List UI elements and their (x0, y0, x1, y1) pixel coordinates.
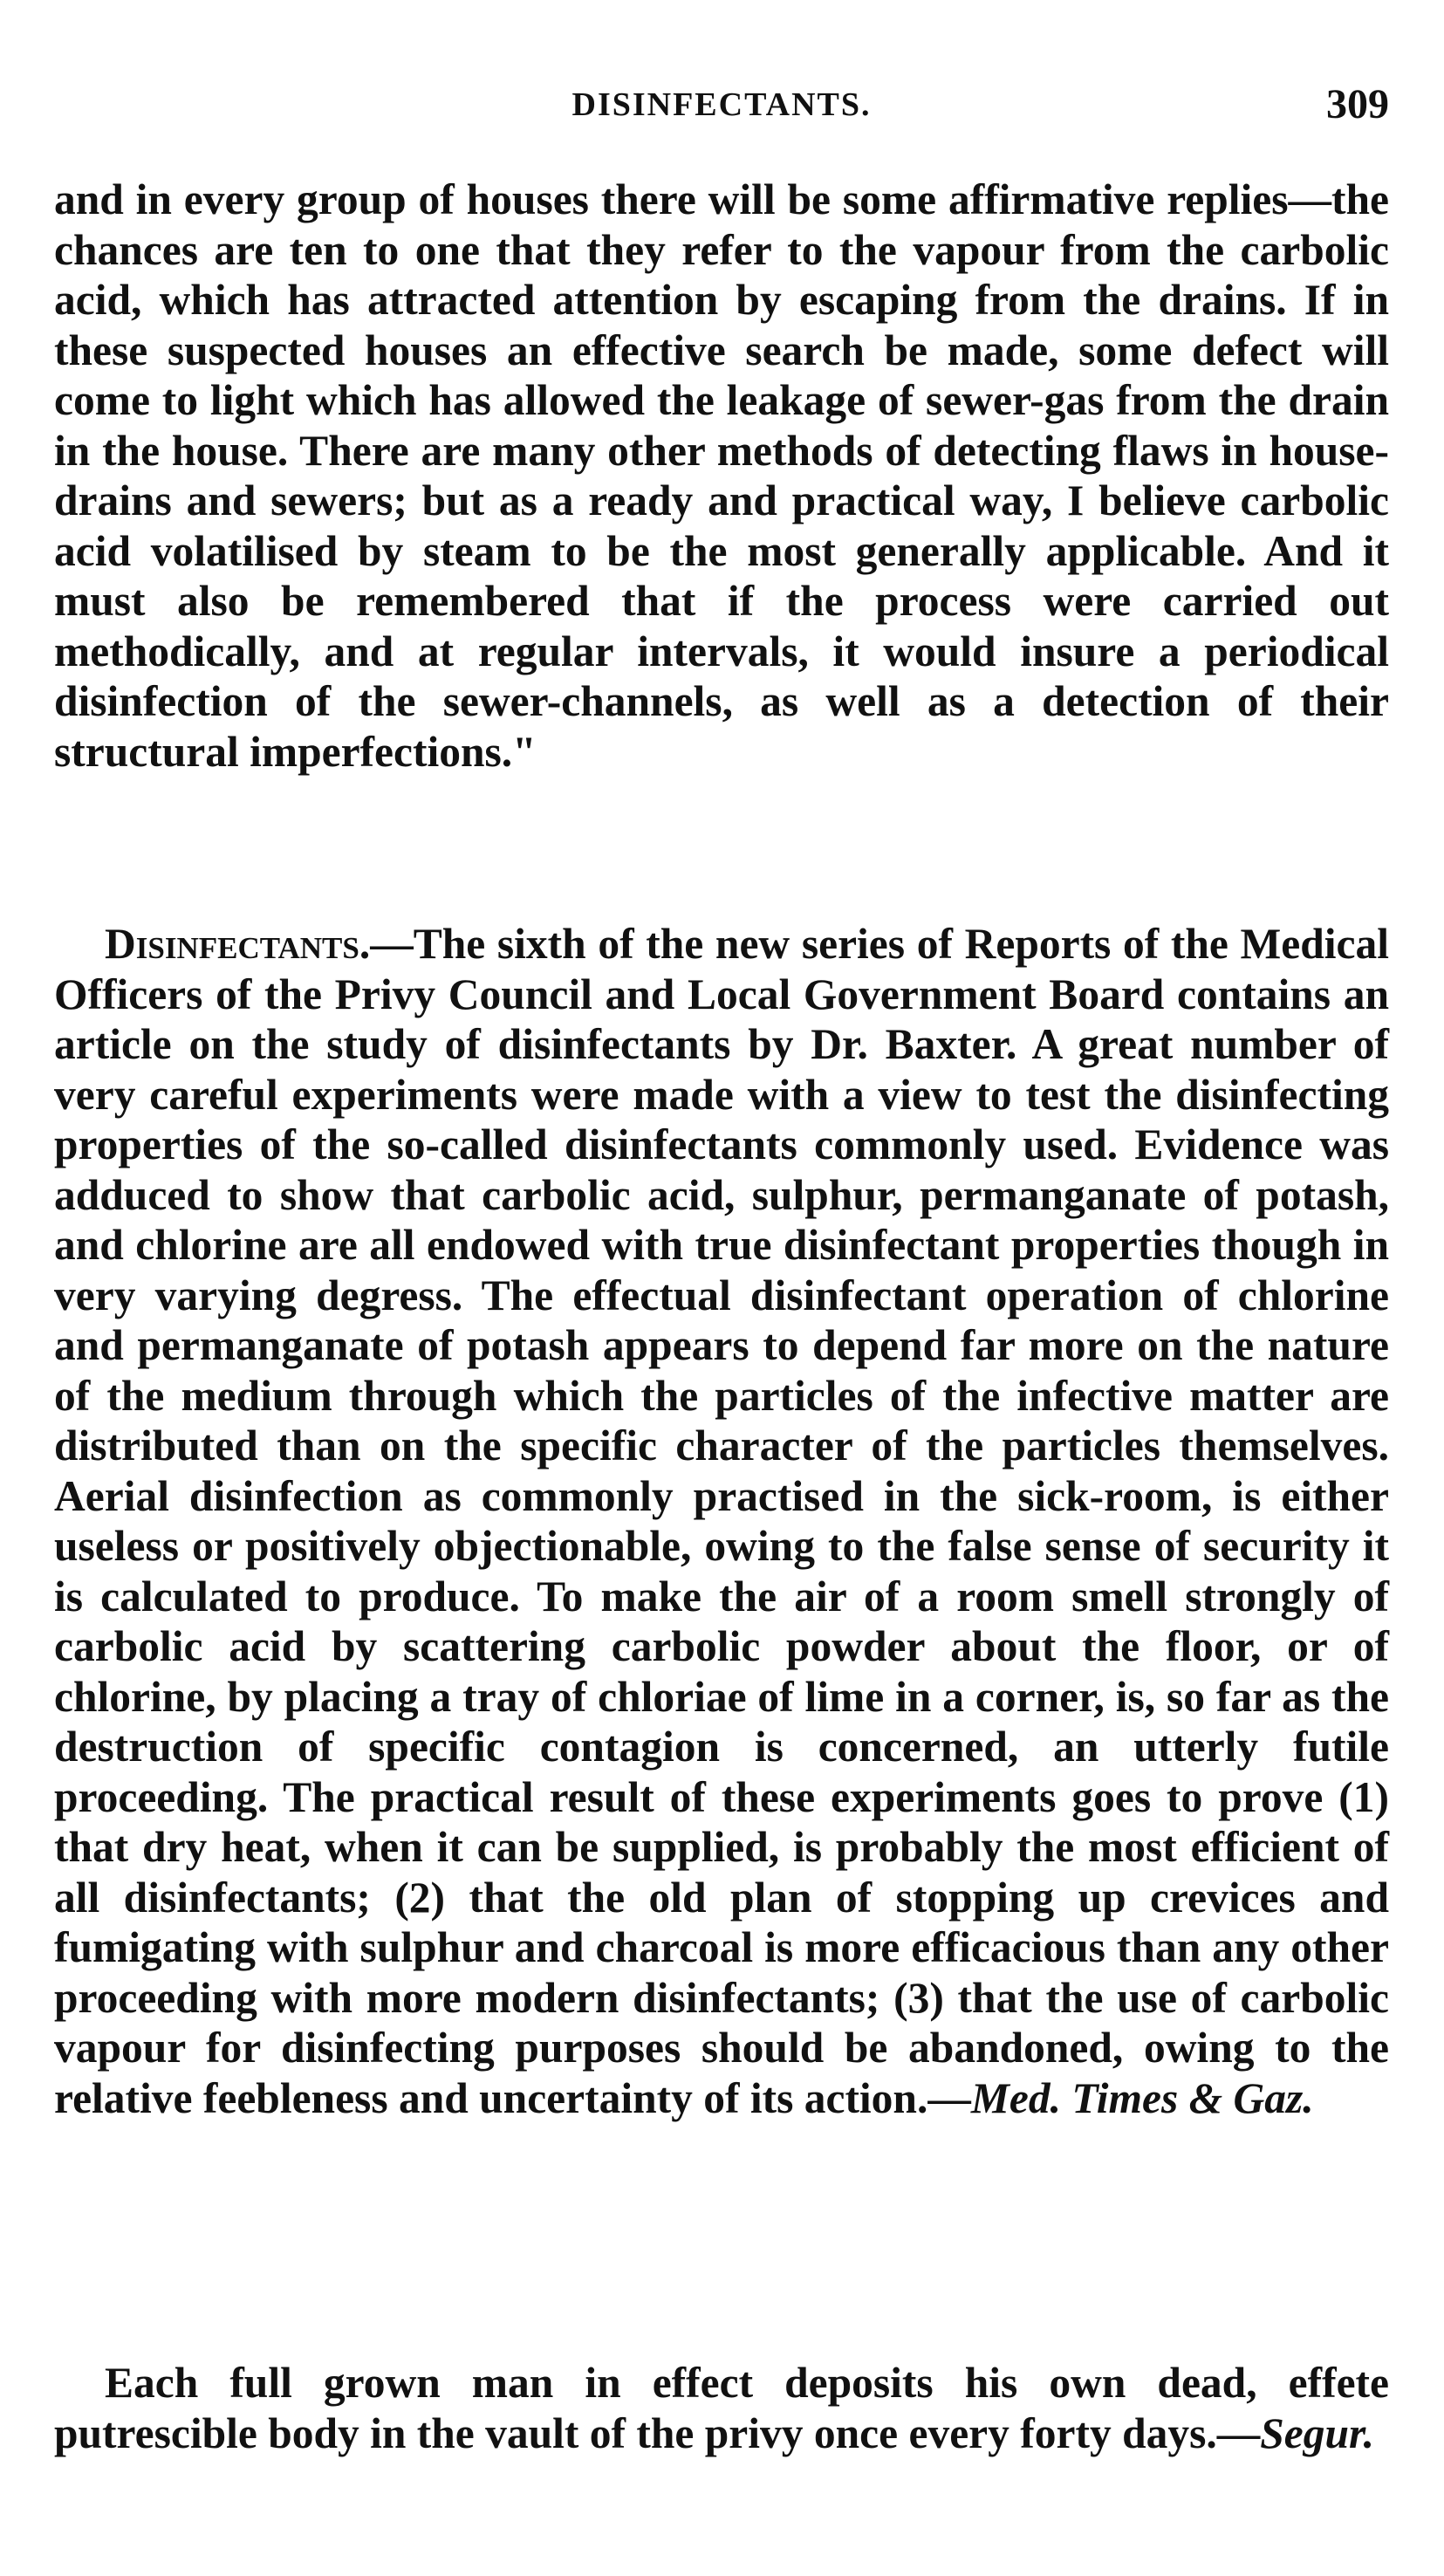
paragraph-quotation (54, 2358, 1389, 2458)
source-citation: Segur. (1260, 2408, 1374, 2457)
page-number: 309 (1326, 81, 1389, 127)
paragraph-text: —The sixth of the new series of Reports of the Medical Officers of the Privy Council and Local Government Board contains an article on the study of disinfectants by Dr. Baxter. A great number of very careful experiments were made with a view to test the disinfecting properties of the so-called disinfectants commonly used. Evidence was adduced to show that carbolic acid, sulphur, permanganate of potash, and chlorine are all endowed with true disinfectant properties though in very varying degress. The effectual disinfectant operation of chlorine and permanganate of potash appears to depend far more on the nature of the medium through which the particles of the infective matter are distributed than on the specific character of the particles themselves. Aerial disinfection as commonly practised in the sick-room, is either useless or positively objectionable, owing to the false sense of security it is calculated to produce. To make the air of a room smell strongly of carbolic acid by scattering carbolic powder about the floor, or of chlorine, by placing a tray of chloriae of lime in a corner, is, so far as the destruction of specific contagion is concerned, an utterly futile proceeding. The practical result of these experiments goes to prove (1) that dry heat, when it can be supplied, is probably the most efficient of all disinfectants; (2) that the old plan of stopping up crevices and fumigating with sulphur and charcoal is more efficacious than any other proceeding with more modern disinfectants; (3) that the use of carbolic vapour for disinfecting purposes should be abandoned, owing to the relative feebleness and uncertainty of its action.— (54, 920, 1389, 2122)
running-head (54, 80, 1389, 133)
running-title: DISINFECTANTS. (571, 86, 872, 123)
paragraph-text: Each full grown man in effect deposits his own dead, effete putrescible body in the vault of the privy once every forty days.— (54, 2359, 1389, 2457)
paragraph-disinfectants (54, 919, 1389, 2123)
source-citation: Med. Times & Gaz. (970, 2073, 1314, 2122)
paragraph-lead: Disinfectants. (105, 920, 371, 968)
paragraph-text: and in every group of houses there will be some affirmative replies—the chances are ten to one that they refer to the vapour from the carbolic acid, which has attracted attention by escaping from the drains. If in these suspected houses an effective search be made, some defect will come to light which has allowed the leakage of sewer-gas from the drain in the house. There are many other methods of detecting flaws in house-drains and sewers; but as a ready and practical way, I believe carbolic acid volatilised by steam to be the most generally applicable. And it must also be remembered that if the process were carried out methodically, and at regular intervals, it would insure a periodical disinfection of the sewer-channels, as well as a detection of their structural imperfections." (54, 175, 1389, 776)
book-page (54, 0, 1389, 2576)
paragraph-continuation (54, 175, 1389, 777)
